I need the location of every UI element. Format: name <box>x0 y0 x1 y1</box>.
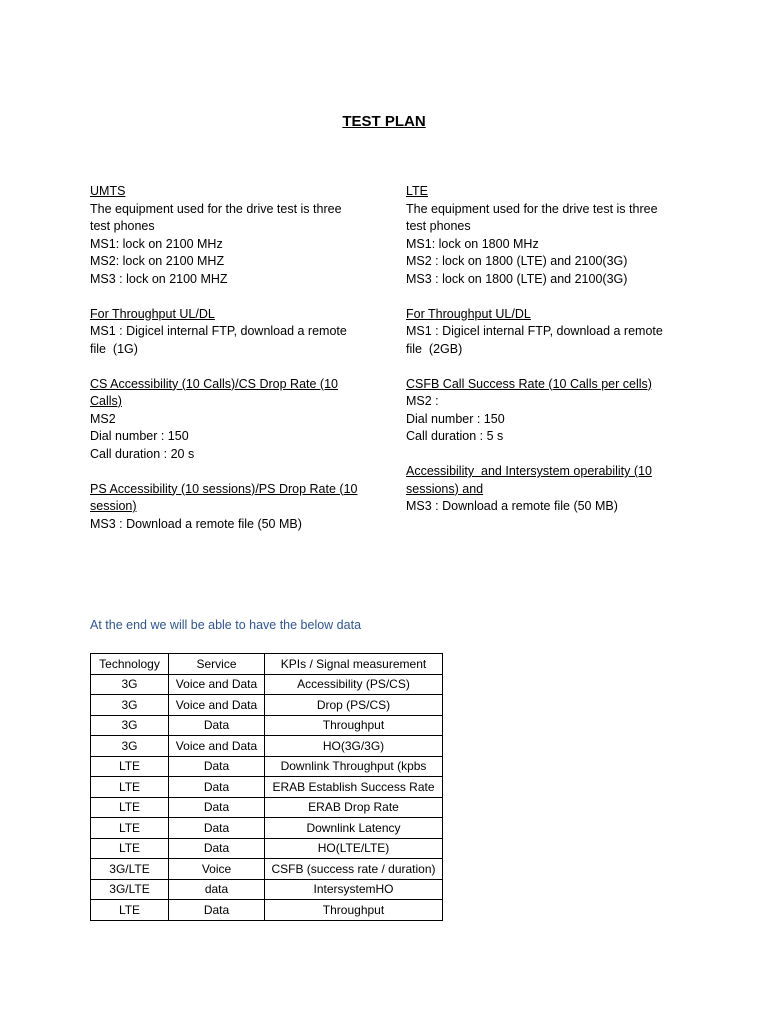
cell-kpi: Throughput <box>265 900 443 921</box>
cell-service: Data <box>169 756 265 777</box>
cell-service: Data <box>169 838 265 859</box>
cell-kpi: Downlink Throughput (kpbs <box>265 756 443 777</box>
lte-access-heading: sessions) and <box>406 481 484 496</box>
lte-throughput-line: MS1 : Digicel internal FTP, download a remote <box>406 324 663 338</box>
table-body <box>91 674 443 920</box>
cell-technology: 3G <box>91 674 169 695</box>
umts-cs-line: Call duration : 20 s <box>90 446 195 461</box>
lte-csfb-heading: CSFB Call Success Rate (10 Calls per cells) <box>406 376 652 391</box>
umts-column <box>90 183 380 533</box>
cell-service: Voice and Data <box>169 674 265 695</box>
cell-kpi: Accessibility (PS/CS) <box>265 674 443 695</box>
table-row <box>91 777 443 798</box>
umts-throughput-line: MS1 : Digicel internal FTP, download a remote <box>90 324 347 338</box>
umts-ps-line: MS3 : Download a remote file (50 MB) <box>90 516 302 531</box>
table-row <box>91 715 443 736</box>
lte-ms-line: MS3 : lock on 1800 (LTE) and 2100(3G) <box>406 271 628 286</box>
umts-cs-heading: CS Accessibility (10 Calls)/CS Drop Rate (10 <box>90 376 338 391</box>
umts-heading: UMTS <box>90 184 126 198</box>
table-row <box>91 797 443 818</box>
table-row <box>91 695 443 716</box>
cell-service: Voice and Data <box>169 736 265 757</box>
cell-technology: 3G/LTE <box>91 879 169 900</box>
umts-ms-line: MS2: lock on 2100 MHZ <box>90 254 225 268</box>
lte-access-line: MS3 : Download a remote file (50 MB) <box>406 499 618 513</box>
cell-kpi: HO(LTE/LTE) <box>265 838 443 859</box>
cell-technology: LTE <box>91 838 169 859</box>
cell-technology: 3G <box>91 736 169 757</box>
cell-service: Data <box>169 818 265 839</box>
umts-cs-line: Dial number : 150 <box>90 429 189 443</box>
cell-kpi: Downlink Latency <box>265 818 443 839</box>
cell-technology: LTE <box>91 900 169 921</box>
cell-kpi: HO(3G/3G) <box>265 736 443 757</box>
cell-technology: LTE <box>91 756 169 777</box>
lte-throughput-heading: For Throughput UL/DL <box>406 306 531 321</box>
umts-throughput-line: file (1G) <box>90 341 138 356</box>
table-row <box>91 756 443 777</box>
umts-ms-line: MS1: lock on 2100 MHz <box>90 236 223 251</box>
umts-throughput-heading: For Throughput UL/DL <box>90 306 215 321</box>
umts-ps-heading: session) <box>90 499 137 513</box>
umts-ms-line: MS3 : lock on 2100 MHZ <box>90 271 228 286</box>
umts-cs-line: MS2 <box>90 411 116 426</box>
lte-equipment-line: test phones <box>406 219 471 233</box>
table-row <box>91 859 443 880</box>
lte-csfb-line: MS2 : <box>406 394 439 408</box>
lte-csfb-line: Dial number : 150 <box>406 411 505 426</box>
table-row <box>91 879 443 900</box>
table-row <box>91 900 443 921</box>
header-technology: Technology <box>91 654 169 675</box>
lte-csfb-line: Call duration : 5 s <box>406 429 504 443</box>
table-row <box>91 736 443 757</box>
table-intro: At the end we will be able to have the below data <box>90 618 362 632</box>
header-service: Service <box>169 654 265 675</box>
cell-service: Data <box>169 777 265 798</box>
cell-kpi: CSFB (success rate / duration) <box>265 859 443 880</box>
lte-ms-line: MS1: lock on 1800 MHz <box>406 236 539 251</box>
umts-equipment-line: The equipment used for the drive test is three <box>90 201 342 216</box>
cell-technology: LTE <box>91 818 169 839</box>
cell-technology: 3G/LTE <box>91 859 169 880</box>
document-title: TEST PLAN <box>342 113 426 130</box>
cell-service: Data <box>169 900 265 921</box>
table-row <box>91 674 443 695</box>
cell-technology: LTE <box>91 777 169 798</box>
lte-equipment-line: The equipment used for the drive test is three <box>406 201 658 216</box>
umts-ps-heading: PS Accessibility (10 sessions)/PS Drop Rate (10 <box>90 481 358 496</box>
lte-column <box>406 183 696 516</box>
cell-service: Data <box>169 715 265 736</box>
cell-service: Data <box>169 797 265 818</box>
cell-kpi: ERAB Establish Success Rate <box>265 777 443 798</box>
umts-equipment-line: test phones <box>90 219 155 233</box>
header-kpis: KPIs / Signal measurement <box>265 654 443 675</box>
cell-service: Voice <box>169 859 265 880</box>
table-row <box>91 838 443 859</box>
lte-access-heading: Accessibility and Intersystem operability (10 <box>406 464 652 478</box>
cell-kpi: IntersystemHO <box>265 879 443 900</box>
lte-throughput-line: file (2GB) <box>406 341 463 356</box>
cell-technology: 3G <box>91 715 169 736</box>
table-header-row <box>91 654 443 675</box>
cell-service: Voice and Data <box>169 695 265 716</box>
cell-service: data <box>169 879 265 900</box>
umts-cs-heading: Calls) <box>90 394 122 408</box>
cell-kpi: ERAB Drop Rate <box>265 797 443 818</box>
kpi-table <box>90 653 443 921</box>
cell-kpi: Drop (PS/CS) <box>265 695 443 716</box>
table-row <box>91 818 443 839</box>
lte-ms-line: MS2 : lock on 1800 (LTE) and 2100(3G) <box>406 254 628 268</box>
cell-technology: 3G <box>91 695 169 716</box>
lte-heading: LTE <box>406 184 428 198</box>
cell-technology: LTE <box>91 797 169 818</box>
cell-kpi: Throughput <box>265 715 443 736</box>
